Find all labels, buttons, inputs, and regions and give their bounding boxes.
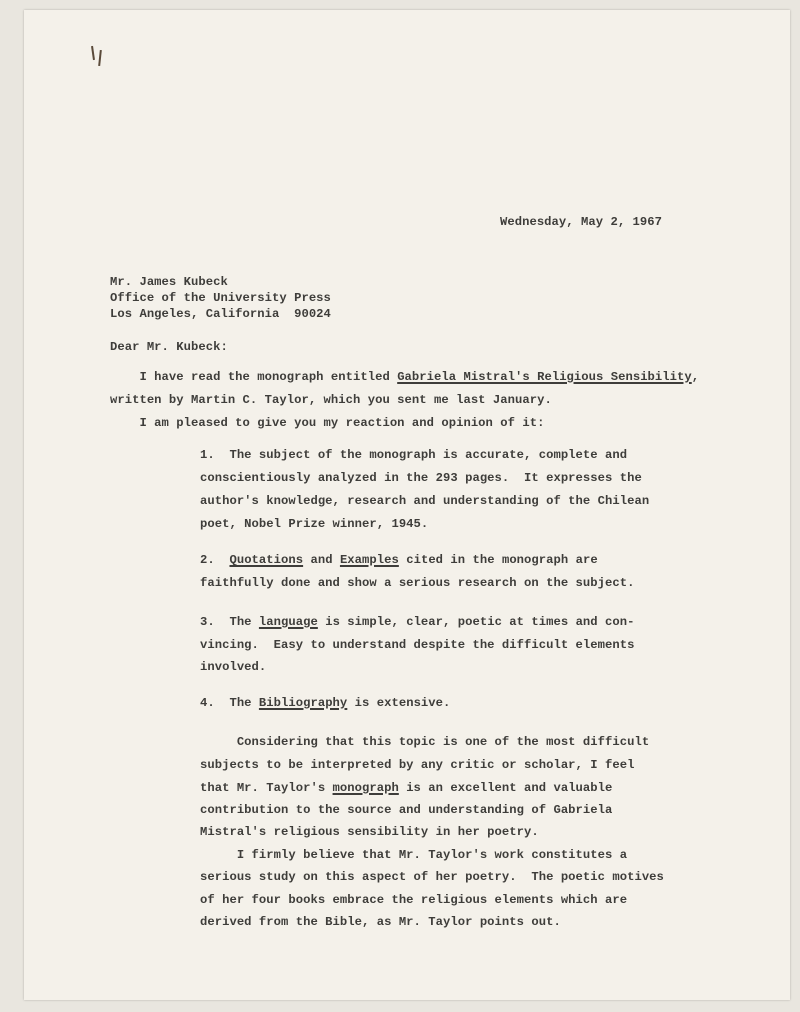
letter-line [200, 825, 539, 839]
text-segment: and [303, 553, 340, 567]
text-segment: 2. [200, 553, 230, 567]
text-segment: author's knowledge, research and understanding of the Chilean [200, 494, 650, 508]
text-segment: 4. The [200, 696, 259, 710]
letter-line [200, 517, 428, 531]
text-segment: Mistral's religious sensibility in her poetry. [200, 825, 539, 839]
text-segment: I have read the monograph entitled [110, 370, 398, 384]
text-segment: faithfully done and show a serious research on the subject. [200, 576, 635, 590]
letter-line [110, 370, 699, 384]
letter-line [200, 848, 627, 862]
text-segment: vincing. Easy to understand despite the difficult elements [200, 638, 635, 652]
letter-line [200, 781, 612, 795]
underlined-text: Quotations [229, 553, 304, 567]
letter-line [200, 758, 634, 772]
text-segment: 3. The [200, 615, 259, 629]
text-segment: 1. The subject of the monograph is accurate, complete and [200, 448, 628, 462]
pencil-mark [98, 50, 102, 66]
address-line: Los Angeles, California 90024 [110, 307, 331, 321]
text-segment: of her four books embrace the religious elements which are [200, 893, 628, 907]
address-line: Mr. James Kubeck [110, 275, 228, 289]
text-segment: I am pleased to give you my reaction and opinion of it: [110, 416, 545, 430]
letter-line [200, 915, 561, 929]
letter-line [200, 576, 634, 590]
text-segment: is an excellent and valuable [398, 781, 613, 795]
underlined-text: Bibliography [258, 696, 348, 710]
text-segment: serious study on this aspect of her poetry. The poetic motives [200, 870, 664, 884]
text-segment: , [691, 370, 700, 384]
underlined-text: Gabriela Mistral's Religious Sensibility [397, 370, 692, 384]
letter-line [200, 553, 598, 567]
text-segment: Considering that this topic is one of the most difficult [200, 735, 650, 749]
letter-line [200, 870, 664, 884]
salutation: Dear Mr. Kubeck: [110, 340, 228, 354]
text-segment: involved. [200, 660, 267, 674]
letter-line [200, 893, 627, 907]
underlined-text: monograph [332, 781, 399, 795]
text-segment: I firmly believe that Mr. Taylor's work constitutes a [200, 848, 628, 862]
text-segment: conscientiously analyzed in the 293 pages. It expresses the [200, 471, 642, 485]
letter-date: Wednesday, May 2, 1967 [500, 215, 663, 229]
text-segment: that Mr. Taylor's [200, 781, 333, 795]
letter-line [110, 416, 544, 430]
letter-line [200, 660, 266, 674]
letter-line [200, 696, 450, 710]
text-segment: poet, Nobel Prize winner, 1945. [200, 517, 429, 531]
address-line: Office of the University Press [110, 291, 331, 305]
letter-line [200, 735, 649, 749]
letter-line [200, 494, 649, 508]
text-segment: cited in the monograph are [398, 553, 598, 567]
letter-line [200, 471, 642, 485]
text-segment: derived from the Bible, as Mr. Taylor points out. [200, 915, 561, 929]
text-segment: is simple, clear, poetic at times and con- [317, 615, 635, 629]
text-segment: written by Martin C. Taylor, which you sent me last January. [110, 393, 552, 407]
letter-line [200, 448, 627, 462]
letter-line [110, 393, 552, 407]
text-segment: subjects to be interpreted by any critic or scholar, I feel [200, 758, 635, 772]
letter-line [200, 615, 634, 629]
text-segment: is extensive. [347, 696, 451, 710]
letter-line [200, 803, 612, 817]
underlined-text: Examples [339, 553, 399, 567]
underlined-text: language [258, 615, 318, 629]
text-segment: contribution to the source and understanding of Gabriela [200, 803, 613, 817]
pencil-mark [91, 46, 95, 60]
letter-line [200, 638, 634, 652]
